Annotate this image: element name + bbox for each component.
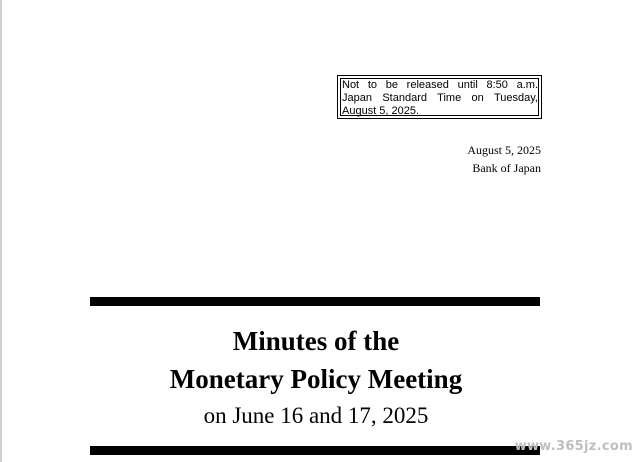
bottom-rule (90, 446, 540, 455)
embargo-line-1: Not to be released until 8:50 a.m. (342, 79, 538, 91)
meeting-dates: on June 16 and 17, 2025 (203, 403, 429, 428)
document-title-line-1: Minutes of the (232, 326, 400, 356)
release-date: August 5, 2025 (467, 143, 541, 157)
embargo-line-3: August 5, 2025. (342, 105, 420, 117)
page-edge (0, 0, 2, 462)
site-watermark: www.365jz.com (514, 439, 633, 454)
top-rule (90, 297, 540, 306)
document-title-line-2: Monetary Policy Meeting (169, 364, 463, 394)
issuer-name: Bank of Japan (472, 161, 541, 175)
embargo-line-2: Japan Standard Time on Tuesday, (342, 92, 538, 104)
embargo-notice (337, 75, 542, 119)
